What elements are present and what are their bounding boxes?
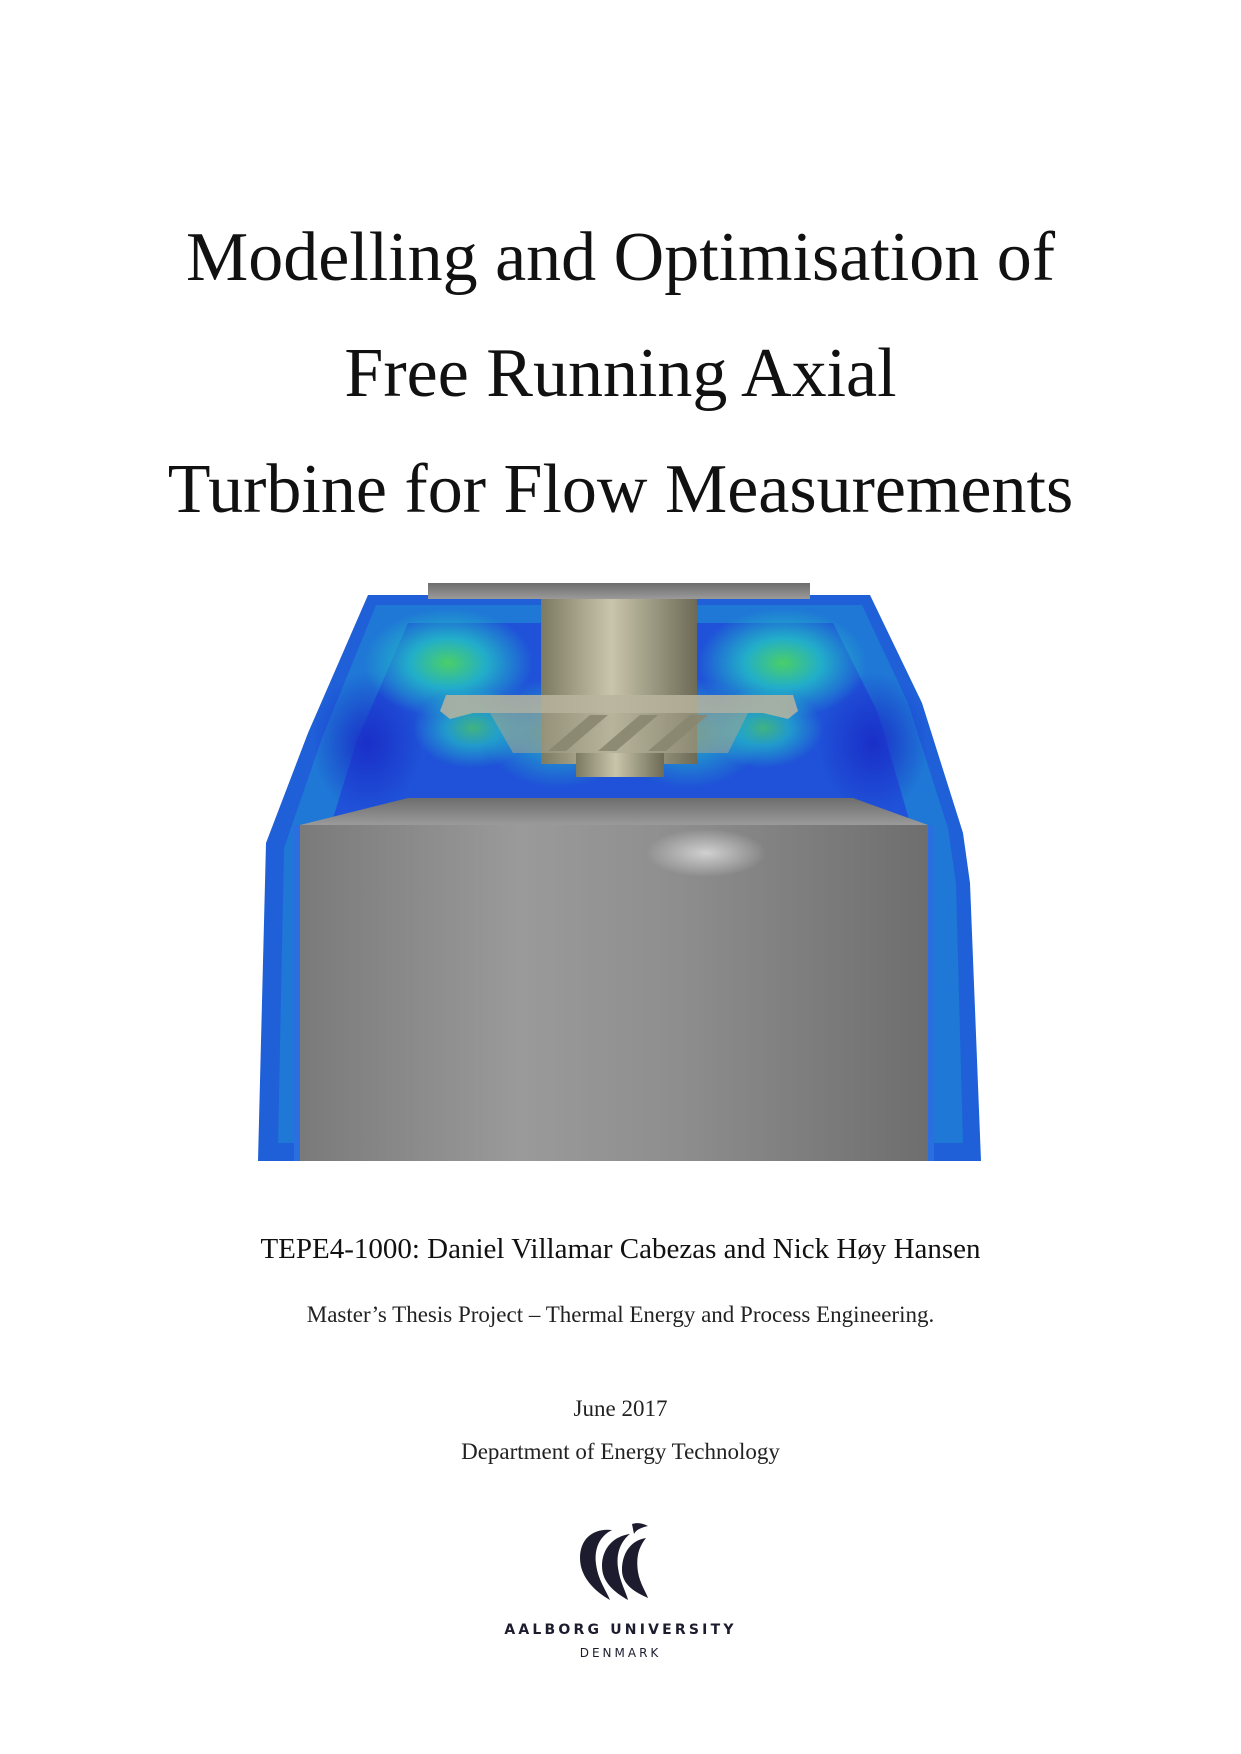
title-line-1: Modelling and Optimisation of xyxy=(185,219,1056,296)
title-line-2: Free Running Axial xyxy=(344,335,897,412)
department-name: Department of Energy Technology xyxy=(461,1439,780,1464)
publication-date: June 2017 xyxy=(573,1396,668,1421)
authors-line: TEPE4-1000: Daniel Villamar Cabezas and Nick Høy Hansen xyxy=(260,1233,981,1265)
university-name: AALBORG UNIVERSITY xyxy=(504,1622,737,1638)
project-description: Master’s Thesis Project – Thermal Energy and Process Engineering. xyxy=(306,1302,935,1327)
aalborg-university-wave-logo-icon xyxy=(576,1522,652,1600)
turbine-cfd-figure xyxy=(258,583,981,1161)
page-title xyxy=(0,200,1241,548)
turbine-cfd-velocity-contour-icon xyxy=(258,583,981,1161)
title-line-3: Turbine for Flow Measurements xyxy=(167,451,1074,528)
university-country: DENMARK xyxy=(579,1646,662,1660)
